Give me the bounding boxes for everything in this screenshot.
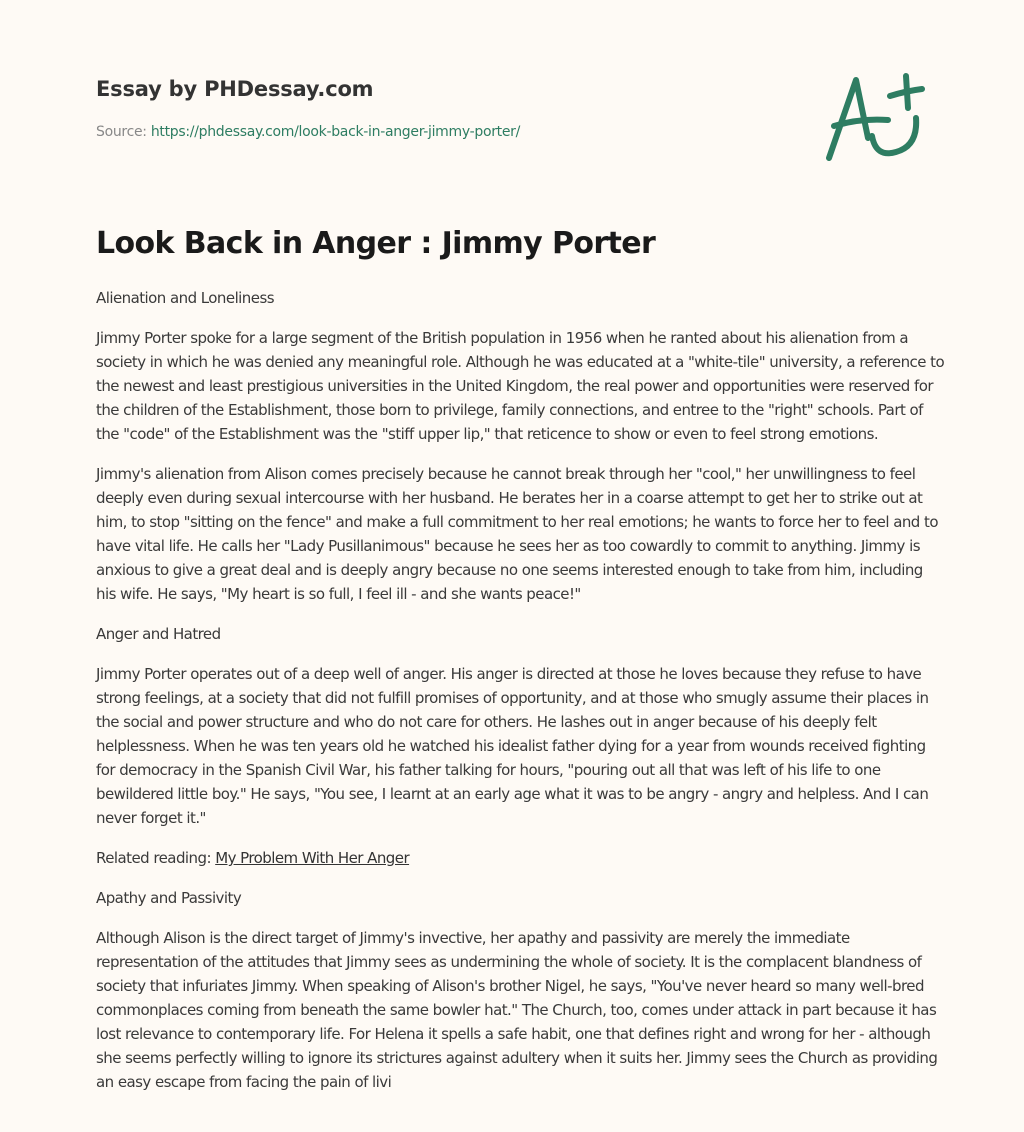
section-heading-anger: Anger and Hatred <box>96 625 221 643</box>
a-plus-grade-icon <box>820 66 930 166</box>
source-link[interactable]: https://phdessay.com/look-back-in-anger-jimmy-porter/ <box>150 124 521 140</box>
essay-paragraph: Jimmy's alienation from Alison comes precisely because he cannot break through her "cool," her unwillingness to feel deeply even during sexual intercourse with her husband. He berates her in a coarse attempt to get her to strike out at him, to stop "sitting on the fence" and make a full commitment to her real emotions; he wants to force her to feel and to have vital life. He calls her "Lady Pusillanimous" because he sees her as too cowardly to commit to anything. Jimmy is anxious to give a great deal and is deeply angry because no one seems interested enough to take from him, including his wife. He says, "My heart is so full, I feel ill - and she wants peace!" <box>96 465 938 603</box>
source-label: Source: <box>96 124 147 140</box>
essay-paragraph: Jimmy Porter operates out of a deep well of anger. His anger is directed at those he loves because they refuse to have strong feelings, at a society that did not fulfill promises of opportunity, and at those who smugly assume their places in the social and power structure and who do not care for others. He lashes out in anger because of his deeply felt helplessness. When he was ten years old he watched his idealist father dying for a year from wounds received fighting for democracy in the Spanish Civil War, his father talking for hours, "pouring out all that was left of his life to one bewildered little boy." He says, "You see, I learnt at an early age what it was to be angry - angry and helpless. And I can never forget it." <box>96 665 929 827</box>
site-title: Essay by PHDessay.com <box>96 77 374 101</box>
section-heading-apathy: Apathy and Passivity <box>96 889 242 907</box>
section-heading-alienation: Alienation and Loneliness <box>96 289 274 307</box>
related-reading-link[interactable]: My Problem With Her Anger <box>215 849 410 867</box>
essay-paragraph: Jimmy Porter spoke for a large segment of the British population in 1956 when he ranted about his alienation from a society in which he was denied any meaningful role. Although he was educated at a "white-tile" university, a reference to the newest and least prestigious universities in the United Kingdom, the real power and opportunities were reserved for the children of the Establishment, those born to privilege, family connections, and entree to the "right" schools. Part of the "code" of the Establishment was the "stiff upper lip," that reticence to show or even to feel strong emotions. <box>96 329 945 443</box>
related-reading <box>96 846 946 870</box>
related-reading-label: Related reading: <box>96 849 211 867</box>
essay-title: Look Back in Anger : Jimmy Porter <box>96 226 656 261</box>
essay-body <box>96 286 946 1110</box>
essay-paragraph: Although Alison is the direct target of Jimmy's invective, her apathy and passivity are merely the immediate representation of the attitudes that Jimmy sees as undermining the whole of society. It is the complacent blandness of society that infuriates Jimmy. When speaking of Alison's brother Nigel, he says, "You've never heard so many well-bred commonplaces coming from beneath the same bowler hat." The Church, too, comes under attack in part because it has lost relevance to contemporary life. For Helena it spells a safe habit, one that defines right and wrong for her - although she seems perfectly willing to ignore its strictures against adultery when it suits her. Jimmy sees the Church as providing an easy escape from facing the pain of livi <box>96 929 938 1091</box>
source-line <box>96 124 520 140</box>
